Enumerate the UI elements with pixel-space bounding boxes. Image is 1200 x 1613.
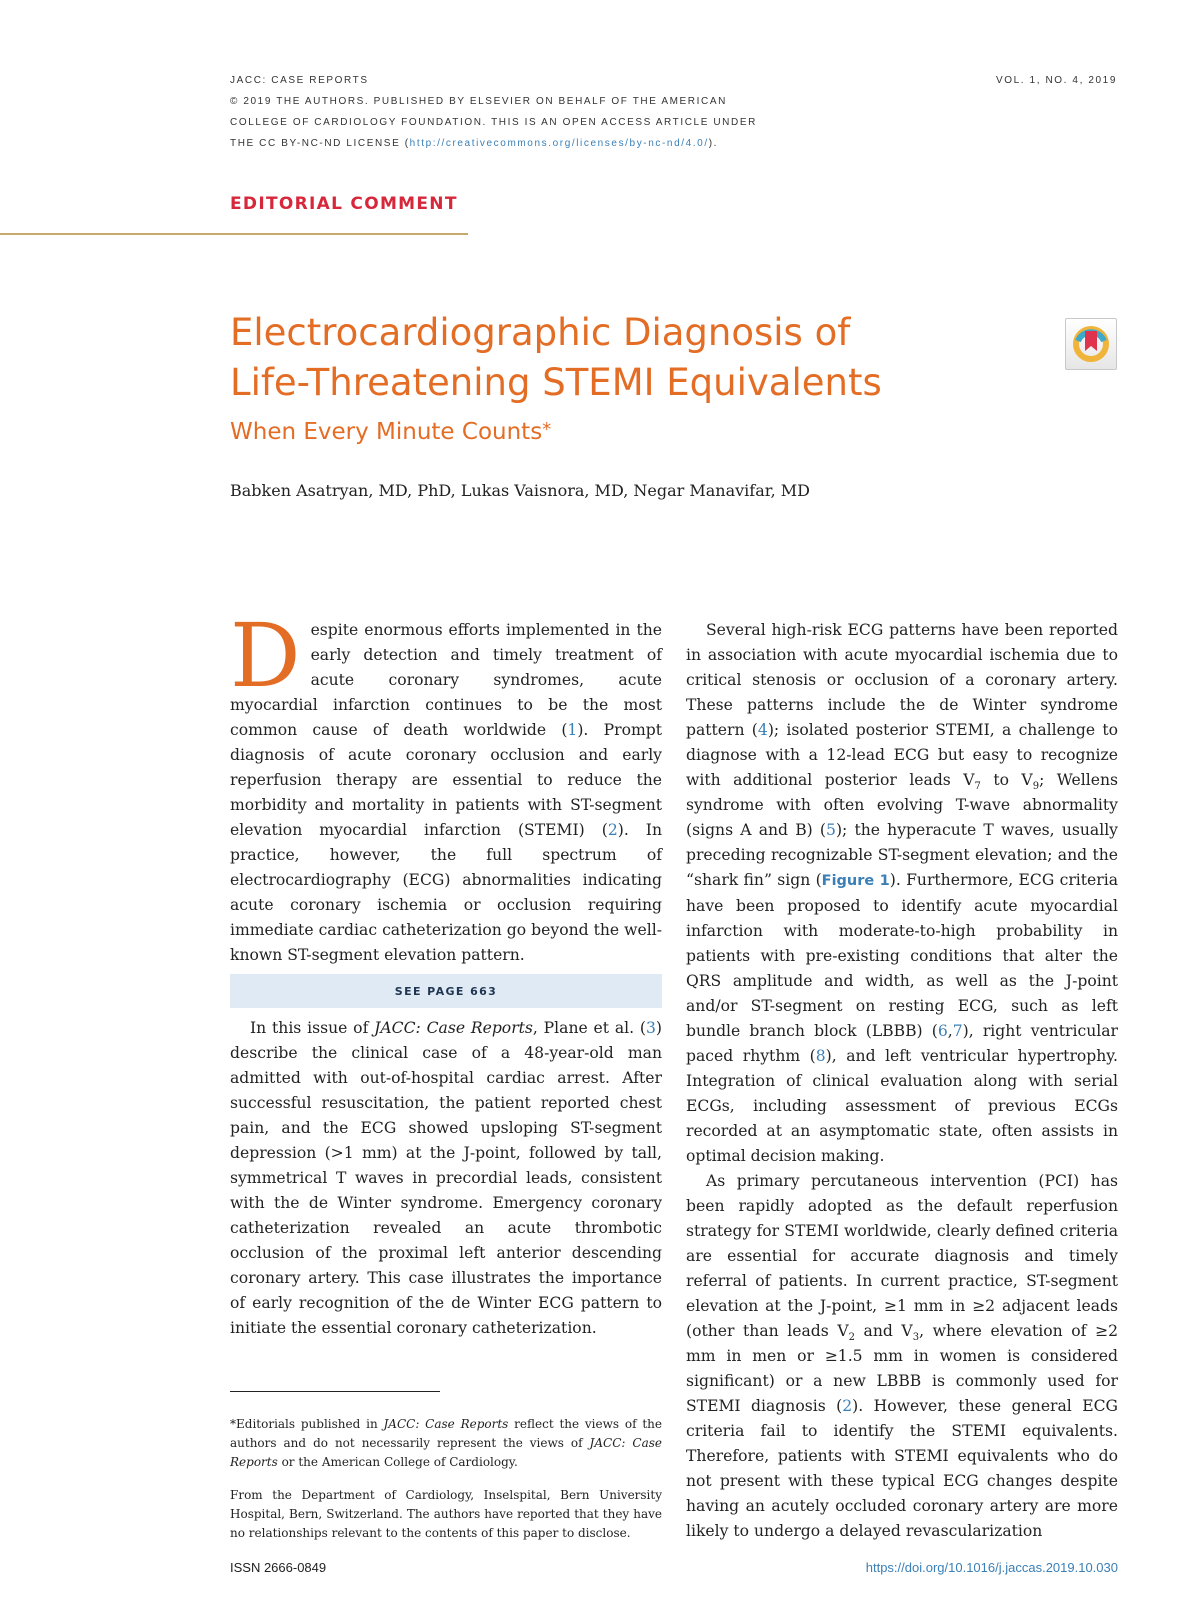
license-suffix: ). — [708, 138, 719, 149]
text: In this issue of — [250, 1019, 375, 1037]
text: *Editorials published in — [230, 1417, 384, 1431]
journal-name: JACC: CASE REPORTS — [230, 75, 369, 86]
issn: ISSN 2666-0849 — [230, 1560, 327, 1575]
section-label: EDITORIAL COMMENT — [230, 194, 458, 214]
citation-link[interactable]: 7 — [952, 1022, 963, 1040]
figure-link[interactable]: Figure 1 — [821, 873, 890, 889]
paragraph-4 — [686, 1169, 1118, 1544]
doi-link[interactable]: https://doi.org/10.1016/j.jaccas.2019.10.030 — [865, 1560, 1118, 1575]
article-subtitle — [230, 419, 551, 445]
text: ) describe the clinical case of a 48-year-old man admitted with out-of-hospital cardiac arrest. After successful resuscitation, the patient reported chest pain, and the ECG showed upsloping ST-segment depression (>1 mm) at the J-point, followed by tall, symmetrical T waves in precordial leads, consistent with the de Winter syndrome. Emergency coronary catheterization revealed an acute thrombotic occlusion of the proximal left anterior descending coronary artery. This case illustrates the importance of early recognition of the de Winter ECG pattern to initiate the essential coronary catheterization. — [230, 1019, 662, 1337]
footnote-marker[interactable]: * — [542, 419, 552, 440]
journal-italic: JACC: Case Reports — [374, 1019, 533, 1037]
citation-link[interactable]: 6 — [937, 1022, 948, 1040]
text: ). In practice, however, the full spectrum of electrocardiography (ECG) abnormalities indicating acute coronary ischemia or occlusion requiring immediate cardiac catheterization go beyond the well-known ST-segment elevation pattern. — [230, 821, 663, 964]
author-list: Babken Asatryan, MD, PhD, Lukas Vaisnora, MD, Negar Manavifar, MD — [230, 481, 811, 500]
crossmark-icon[interactable] — [1065, 318, 1117, 370]
license-link[interactable]: http://creativecommons.org/licenses/by-nc-nd/4.0/ — [409, 138, 709, 149]
journal-italic: JACC: Case Reports — [383, 1417, 509, 1431]
affiliation-footnote: From the Department of Cardiology, Inselspital, Bern University Hospital, Bern, Switzerland. The authors have reported that they have no relationships relevant to the contents of this paper to disclose. — [230, 1488, 662, 1540]
citation-link[interactable]: 1 — [567, 721, 578, 739]
running-header — [230, 70, 757, 154]
text: ), right ventricular paced rhythm ( — [686, 1022, 1119, 1065]
footnote-divider — [230, 1391, 440, 1392]
journal-italic: JACC: Case Reports — [230, 1436, 663, 1469]
subscript: 7 — [974, 781, 981, 793]
license-line-1: © 2019 THE AUTHORS. PUBLISHED BY ELSEVIER ON BEHALF OF THE AMERICAN — [230, 96, 727, 107]
text: As primary percutaneous intervention (PCI) has been rapidly adopted as the default reperfusion strategy for STEMI worldwide, clearly defined criteria are essential for accurate diagnosis and timely referral of patients. In current practice, ST-segment elevation at the J-point, ≥1 mm in ≥2 adjacent leads (other than leads V — [686, 1172, 1118, 1340]
title-line-1: Electrocardiographic Diagnosis of — [230, 311, 851, 354]
text: , — [947, 1022, 953, 1040]
text: ; Wellens syndrome with often evolving T-wave abnormality (signs A and B) ( — [686, 771, 1118, 839]
subtitle-text: When Every Minute Counts — [230, 419, 543, 445]
section-divider — [0, 233, 468, 235]
subscript: 2 — [848, 1332, 855, 1344]
citation-link[interactable]: 4 — [757, 721, 768, 739]
license-prefix: THE CC BY-NC-ND LICENSE ( — [230, 138, 410, 149]
license-line-3 — [230, 133, 757, 154]
subscript: 9 — [1032, 781, 1040, 793]
paragraph-1 — [230, 604, 663, 968]
citation-link[interactable]: 2 — [842, 1397, 853, 1415]
left-column — [230, 604, 663, 1341]
drop-cap: D — [230, 604, 301, 707]
right-column — [686, 618, 1118, 1544]
text: ), and left ventricular hypertrophy. Integration of clinical evaluation along with serial ECGs, including assessment of previous ECGs recorded at an asymptomatic state, often assists in optimal decision making. — [686, 1047, 1119, 1165]
title-line-2: Life-Threatening STEMI Equivalents — [230, 361, 882, 404]
text: ). Prompt diagnosis of acute coronary occlusion and early reperfusion therapy are essential to reduce the morbidity and mortality in patients with ST-segment elevation myocardial infarction (STEMI) ( — [230, 721, 662, 839]
paragraph-3 — [686, 618, 1118, 1169]
citation-link[interactable]: 3 — [645, 1019, 656, 1037]
editorial-footnote — [230, 1415, 662, 1472]
text: ). Furthermore, ECG criteria have been proposed to identify acute myocardial infarction with moderate-to-high probability in patients with pre-existing conditions that alter the QRS amplitude and width, as well as the J-point and/or ST-segment on resting ECG, such as left bundle branch block (LBBB) ( — [686, 871, 1119, 1040]
citation-link[interactable]: 5 — [826, 821, 836, 839]
see-page-banner[interactable]: SEE PAGE 663 — [230, 974, 662, 1008]
subscript: 3 — [912, 1332, 920, 1344]
text: ); isolated posterior STEMI, a challenge to diagnose with a 12-lead ECG but easy to recognize with additional posterior leads V — [686, 721, 1119, 789]
article-title — [230, 308, 990, 408]
text: ). However, these general ECG criteria fail to identify the STEMI equivalents. Therefore, patients with STEMI equivalents who do not present with these typical ECG changes despite having an acutely occluded coronary artery are more likely to undergo a delayed revascularization — [686, 1397, 1118, 1540]
text: Several high-risk ECG patterns have been reported in association with acute myocardial ischemia due to critical stenosis or occlusion of a coronary artery. These patterns include the de Winter syndrome pattern ( — [686, 621, 1118, 739]
text: , where elevation of ≥2 mm in men or ≥1.5 mm in women is considered significant) or a new LBBB is commonly used for STEMI diagnosis ( — [686, 1322, 1119, 1415]
paragraph-2 — [230, 1016, 662, 1341]
text: ); the hyperacute T waves, usually preceding recognizable ST-segment elevation; and the “shark fin” sign ( — [686, 821, 1118, 889]
text: or the American College of Cardiology. — [277, 1455, 518, 1469]
text: and V — [854, 1322, 913, 1340]
text: , Plane et al. ( — [532, 1019, 646, 1037]
text: to V — [980, 771, 1033, 789]
volume-info: VOL. 1, NO. 4, 2019 — [995, 75, 1117, 86]
citation-link[interactable]: 8 — [815, 1047, 826, 1065]
citation-link[interactable]: 2 — [607, 821, 618, 839]
text: reflect the views of the authors and do not necessarily represent the views of — [230, 1417, 662, 1450]
license-line-2: COLLEGE OF CARDIOLOGY FOUNDATION. THIS IS AN OPEN ACCESS ARTICLE UNDER — [230, 117, 757, 128]
text: espite enormous efforts implemented in the early detection and timely treatment of acute coronary syndromes, acute myocardial infarction continues to be the most common cause of death worldwide ( — [230, 621, 662, 739]
